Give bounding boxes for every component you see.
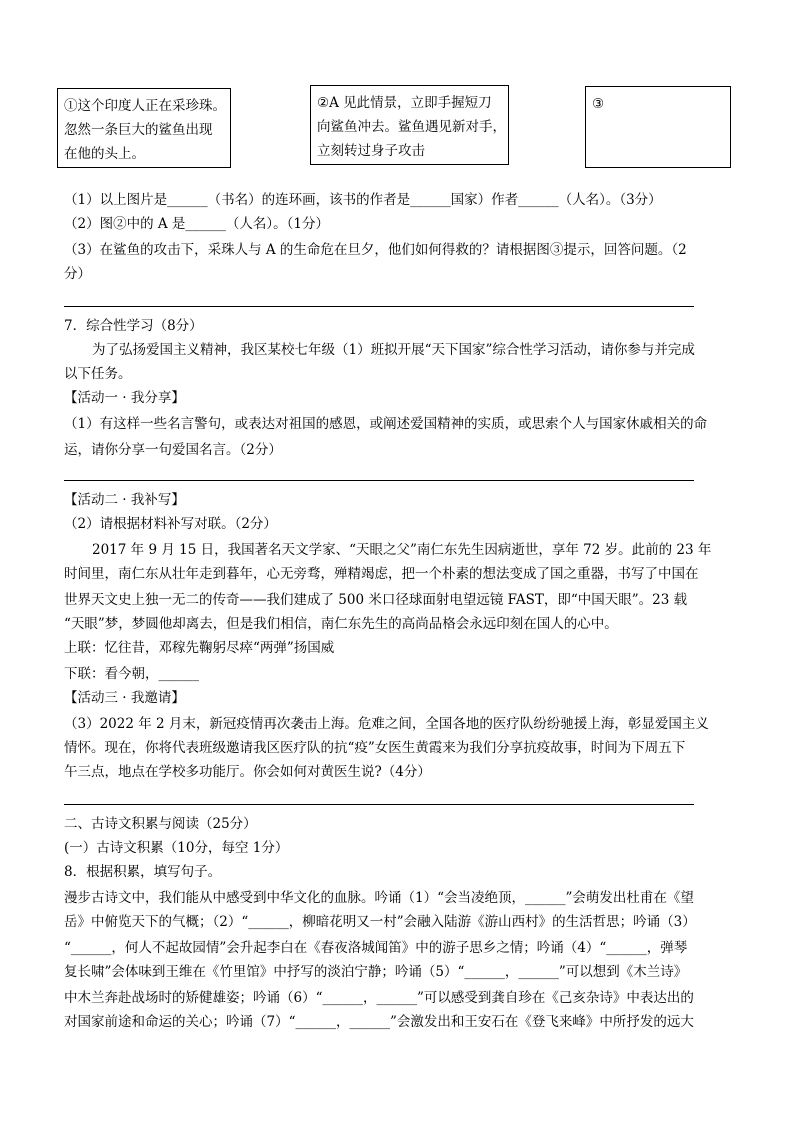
- comic-caption-box-3: [585, 86, 731, 168]
- question-8-text: 漫步古诗文中，我们能从中感受到中华文化的血脉。吟诵（1）“会当凌绝顶，______”会萌发出杜甫在《望: [64, 890, 694, 906]
- question-8-title: 8．根据积累，填写句子。: [64, 864, 222, 880]
- caption-line: 忽然一条巨大的鲨鱼出现: [64, 122, 213, 138]
- section-2-heading: 二、古诗文积累与阅读（25分）: [64, 816, 257, 832]
- question-8-text: 复长啸”会体味到王维在《竹里馆》中抒写的淡泊宁静；吟诵（5）“______，______”可以想到《木兰诗》: [64, 964, 688, 980]
- question-6-2: （2）图②中的 A 是______（人名）。（1分）: [64, 216, 330, 232]
- question-8-text: 岳》中俯览天下的气概；（2）“______，柳暗花明又一村”会融入陆游《游山西村》的生活哲思；吟诵（3）: [64, 914, 696, 930]
- question-7-intro-cont: 以下任务。: [64, 366, 132, 382]
- comic-caption-box-2: [310, 85, 509, 165]
- activity-3-question: （3）2022 年 2 月末，新冠疫情再次袭击上海。危难之间，全国各地的医疗队纷纷驰援上海，彰显爱国主义: [64, 716, 709, 732]
- caption-line: 向鲨鱼冲去。鲨鱼遇见新对手，: [317, 119, 506, 135]
- activity-3-question-cont: 午三点，地点在学校多功能厅。你会如何对黄医生说?（4分）: [64, 764, 431, 780]
- section-2-part-1-heading: (一）古诗文积累（10分，每空 1分）: [64, 840, 289, 856]
- answer-line: [64, 804, 694, 805]
- question-6-3: （3）在鲨鱼的攻击下，采珠人与 A 的生命危在旦夕，他们如何得救的？请根据图③提示，回答问题。（2: [64, 242, 687, 258]
- activity-1-question: （1）有这样一些名言警句，或表达对祖国的感恩，或阐述爱国精神的实质，或思索个人与国家休戚相关的命: [64, 416, 708, 432]
- material-paragraph: 2017 年 9 月 15 日，我国著名天文学家、“天眼之父”南仁东先生因病逝世，享年 72 岁。此前的 23 年: [92, 542, 712, 558]
- question-7-title: 7．综合性学习（8分）: [64, 318, 203, 334]
- caption-line: ①这个印度人正在采珍珠。: [64, 98, 226, 114]
- activity-2-heading: 【活动二 · 我补写】: [64, 492, 185, 508]
- activity-1-question-cont: 运，请你分享一句爱国名言。（2分）: [64, 442, 282, 458]
- caption-line: 立刻转过身子攻击: [317, 143, 425, 159]
- material-paragraph-cont: “天眼”梦，梦圆他却离去，但是我们相信，南仁东先生的高尚品格会永远印刻在国人的心中。: [64, 616, 618, 632]
- question-8-text: 中木兰奔赴战场时的矫健雄姿；吟诵（6）“______，______”可以感受到龚自珍在《己亥杂诗》中表达出的: [64, 990, 694, 1006]
- caption-line: 在他的头上。: [64, 146, 145, 162]
- activity-3-question-cont: 情怀。现在，你将代表班级邀请我区医疗队的抗“疫”女医生黄霞来为我们分享抗疫故事，时间为下周五下: [64, 740, 686, 756]
- comic-caption-box-1: [57, 88, 231, 168]
- question-7-intro: 为了弘扬爱国主义精神，我区某校七年级（1）班拟开展“天下国家”综合性学习活动，请你参与并完成: [92, 342, 695, 358]
- question-8-text: 对国家前途和命运的关心；吟诵（7）“______，______”会激发出和王安石在《登飞来峰》中所抒发的远大: [64, 1014, 694, 1030]
- question-6-1: （1）以上图片是______（书名）的连环画，该书的作者是______国家）作者______（人名）。（3分）: [64, 192, 662, 208]
- activity-3-heading: 【活动三 · 我邀请】: [64, 690, 185, 706]
- question-8-text: “______，何人不起故园情”会升起李白在《春夜洛城闻笛》中的游子思乡之情；吟诵（4）“______，弹琴: [64, 940, 688, 956]
- answer-line: [64, 306, 694, 307]
- couplet-upper: 上联：忆往昔，邓稼先鞠躬尽瘁“两弹”扬国威: [64, 640, 335, 656]
- material-paragraph-cont: 世界天文史上独一无二的传奇——我们建成了 500 米口径球面射电望远镜 FAST，即“中国天眼”。23 载: [64, 592, 688, 608]
- activity-2-question: （2）请根据材料补写对联。（2分）: [64, 516, 277, 532]
- activity-1-heading: 【活动一 · 我分享】: [64, 390, 185, 406]
- couplet-lower: 下联：看今朝，______: [64, 666, 199, 682]
- question-6-3-cont: 分）: [64, 266, 91, 282]
- material-paragraph-cont: 时间里，南仁东从壮年走到暮年，心无旁骛，殚精竭虑，把一个朴素的想法变成了国之重器，书写了中国在: [64, 566, 699, 582]
- caption-line: ②A 见此情景，立即手握短刀: [317, 95, 492, 111]
- caption-line: ③: [592, 96, 605, 112]
- answer-line: [64, 480, 694, 481]
